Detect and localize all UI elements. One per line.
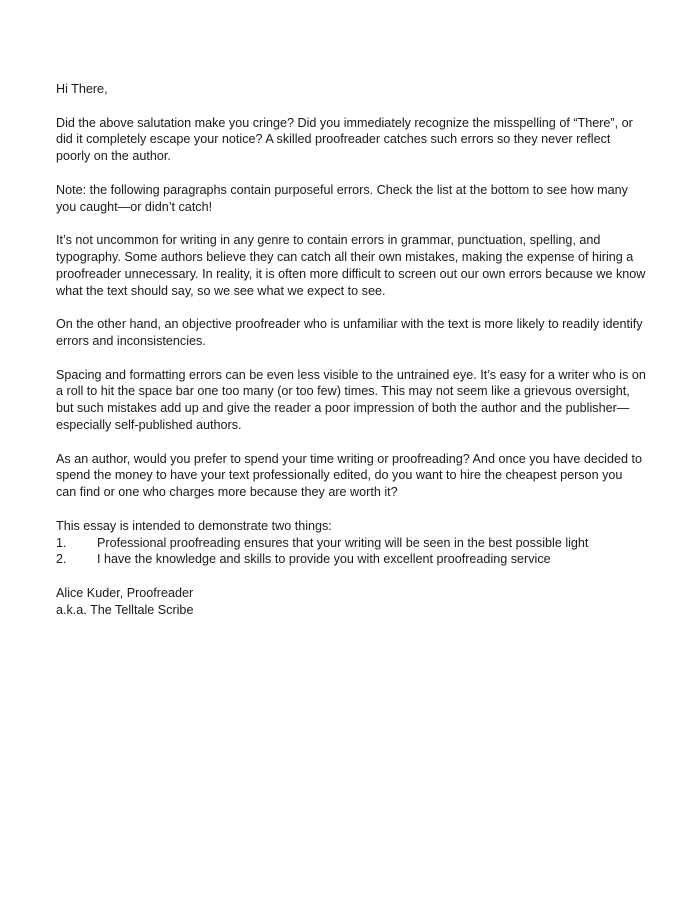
signature-name: Alice Kuder, Proofreader xyxy=(56,585,194,600)
list-intro: This essay is intended to demonstrate two things: xyxy=(56,518,332,533)
paragraph-note: Note: the following paragraphs contain purposeful errors. Check the list at the bottom to see how many you caught—or didn’t catch! xyxy=(56,182,628,214)
document-body xyxy=(56,81,646,619)
signature-aka: a.k.a. The Telltale Scribe xyxy=(56,602,194,617)
paragraph-spacing: Spacing and formatting errors can be even less visible to the untrained eye. It’s easy for a writer who is on a roll to hit the space bar one too many (or too few) times. This may not seem like a grievous oversight, but such mistakes add up and give the reader a poor impression of both the author and the publisher—especially self-published authors. xyxy=(56,367,646,432)
list-item xyxy=(56,551,646,568)
list-item-number: 1. xyxy=(56,535,67,550)
signature-block xyxy=(56,585,646,619)
list-item-text: I have the knowledge and skills to provide you with excellent proofreading service xyxy=(97,552,551,567)
list-item-number: 2. xyxy=(56,552,67,567)
list-item-text: Professional proofreading ensures that your writing will be seen in the best possible light xyxy=(97,535,589,550)
paragraph-objective: On the other hand, an objective proofreader who is unfamiliar with the text is more likely to readily identify errors and inconsistencies. xyxy=(56,317,643,348)
paragraph-intro: Did the above salutation make you cringe? Did you immediately recognize the misspelling of “There”, or did it completely escape your notice? A skilled proofreader catches such errors so they never reflect poorly on the author. xyxy=(56,115,633,164)
paragraph-errors: It’s not uncommon for writing in any genre to contain errors in grammar, punctuation, spelling, and typography. Some authors believe they can catch all their own mistakes, making the expense of hiring a proofreader unnecessary. In reality, it is often more difficult to screen out our own errors because we know what the text should say, so we see what we expect to see. xyxy=(56,233,646,298)
numbered-list xyxy=(56,535,646,569)
paragraph-question: As an author, would you prefer to spend your time writing or proofreading? And once you have decided to spend the money to have your text professionally edited, do you want to hire the cheapest person you can find or one who charges more because they are worth it? xyxy=(56,451,642,500)
salutation: Hi There, xyxy=(56,82,108,96)
list-item xyxy=(56,535,646,552)
